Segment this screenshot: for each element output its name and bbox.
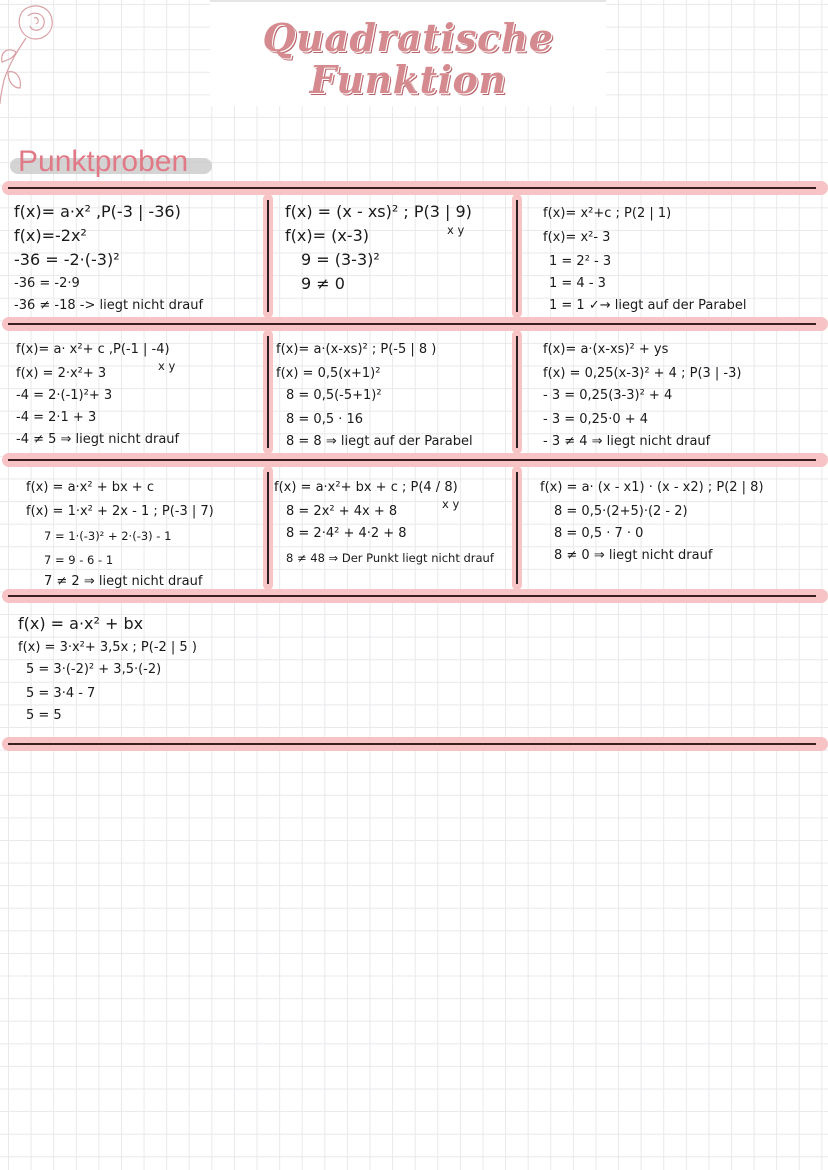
equation-line: 9 = (3-3)² bbox=[301, 250, 380, 269]
column-divider bbox=[263, 466, 273, 590]
rose-icon bbox=[0, 0, 60, 105]
equation-line: 8 = 0,5 · 7 · 0 bbox=[554, 526, 644, 541]
result-line: 8 ≠ 48 ⇒ Der Punkt liegt nicht drauf bbox=[286, 551, 494, 565]
result-line: 1 = 1 ✓→ liegt auf der Parabel bbox=[549, 298, 747, 313]
equation-line: 8 = 2x² + 4x + 8 bbox=[286, 504, 398, 519]
equation-line: f(x) = 0,25(x-3)² + 4 ; P(3 | -3) bbox=[543, 366, 742, 381]
result-line: 9 ≠ 0 bbox=[301, 274, 345, 293]
result-line: -36 ≠ -18 -> liegt nicht drauf bbox=[14, 298, 204, 313]
page-title-line2: Funktion bbox=[309, 57, 507, 102]
separator-1 bbox=[0, 181, 828, 195]
equation-line: f(x)= a·x² ,P(-3 | -36) bbox=[14, 202, 181, 221]
equation-line: - 3 = 0,25(3-3)² + 4 bbox=[543, 388, 673, 403]
equation-line: f(x)= x²- 3 bbox=[543, 230, 611, 245]
equation-line: f(x) = (x - xs)² ; P(3 | 9) bbox=[285, 202, 472, 221]
point-axis-labels: x y bbox=[442, 497, 460, 511]
equation-line: -4 = 2·1 + 3 bbox=[16, 410, 97, 425]
equation-line: -4 = 2·(-1)²+ 3 bbox=[16, 388, 113, 403]
equation-line: f(x)= a·(x-xs)² ; P(-5 | 8 ) bbox=[276, 342, 437, 357]
equation-line: f(x)= (x-3) bbox=[285, 226, 369, 245]
equation-line: -36 = -2·(-3)² bbox=[14, 250, 120, 269]
column-divider bbox=[512, 330, 522, 454]
equation-line: 7 = 1·(-3)² + 2·(-3) - 1 bbox=[44, 529, 172, 543]
equation-line: f(x) = 3·x²+ 3,5x ; P(-2 | 5 ) bbox=[18, 640, 197, 655]
equation-line: 8 = 0,5·(2+5)·(2 - 2) bbox=[554, 504, 688, 519]
separator-3 bbox=[0, 453, 828, 467]
equation-line: 8 = 0,5 · 16 bbox=[286, 412, 364, 427]
page-title-line1: Quadratische bbox=[262, 15, 554, 60]
equation-line: f(x) = 0,5(x+1)² bbox=[276, 366, 381, 381]
equation-line: f(x) = a·x²+ bx + c ; P(4 / 8) bbox=[274, 480, 458, 495]
equation-line: 7 = 9 - 6 - 1 bbox=[44, 553, 114, 567]
equation-line: f(x) = 1·x² + 2x - 1 ; P(-3 | 7) bbox=[26, 504, 214, 519]
column-divider bbox=[263, 330, 273, 454]
column-divider bbox=[263, 194, 273, 318]
column-divider bbox=[512, 194, 522, 318]
equation-line: f(x)= x²+c ; P(2 | 1) bbox=[543, 206, 672, 221]
equation-line: f(x) = 2·x²+ 3 bbox=[16, 366, 107, 381]
equation-line: 5 = 3·4 - 7 bbox=[26, 686, 96, 701]
equation-line: f(x) = a·x² + bx + c bbox=[26, 480, 154, 495]
equation-line: - 3 = 0,25·0 + 4 bbox=[543, 412, 649, 427]
equation-line: f(x)=-2x² bbox=[14, 226, 87, 245]
point-axis-labels: x y bbox=[158, 359, 176, 373]
equation-line: f(x) = a·x² + bx bbox=[18, 614, 144, 633]
equation-line: 1 = 4 - 3 bbox=[549, 276, 606, 291]
result-line: 5 = 5 bbox=[26, 708, 62, 723]
result-line: 8 ≠ 0 ⇒ liegt nicht drauf bbox=[554, 548, 713, 563]
section-heading: Punktproben bbox=[18, 145, 189, 178]
equation-line: f(x)= a·(x-xs)² + ys bbox=[543, 342, 669, 357]
result-line: 8 = 8 ⇒ liegt auf der Parabel bbox=[286, 434, 473, 449]
equation-line: 8 = 2·4² + 4·2 + 8 bbox=[286, 526, 407, 541]
equation-line: 5 = 3·(-2)² + 3,5·(-2) bbox=[26, 662, 162, 677]
equation-line: 1 = 2² - 3 bbox=[549, 254, 612, 269]
result-line: 7 ≠ 2 ⇒ liegt nicht drauf bbox=[44, 574, 203, 589]
separator-5 bbox=[0, 737, 828, 751]
separator-2 bbox=[0, 317, 828, 331]
equation-line: f(x) = a· (x - x1) · (x - x2) ; P(2 | 8) bbox=[540, 480, 764, 495]
equation-line: f(x)= a· x²+ c ,P(-1 | -4) bbox=[16, 342, 170, 357]
equation-line: 8 = 0,5(-5+1)² bbox=[286, 388, 382, 403]
title-card bbox=[210, 0, 606, 106]
point-axis-labels: x y bbox=[447, 223, 465, 237]
equation-line: -36 = -2·9 bbox=[14, 276, 80, 291]
result-line: - 3 ≠ 4 ⇒ liegt nicht drauf bbox=[543, 434, 711, 449]
column-divider bbox=[512, 466, 522, 590]
result-line: -4 ≠ 5 ⇒ liegt nicht drauf bbox=[16, 432, 180, 447]
